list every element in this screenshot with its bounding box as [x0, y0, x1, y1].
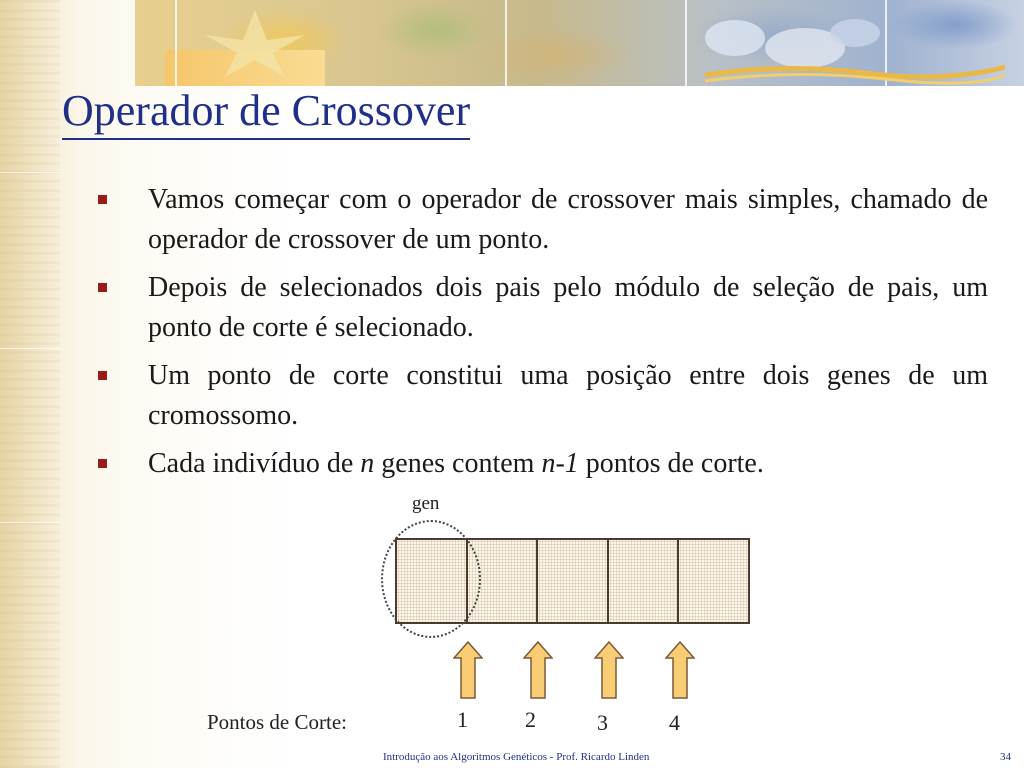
slide-title: Operador de Crossover [62, 84, 470, 140]
square-bullet-icon [98, 283, 107, 292]
leaf-icon [195, 5, 315, 80]
cut-point-number: 3 [597, 710, 608, 735]
bullet-item [98, 444, 988, 484]
gene-cell [538, 540, 609, 622]
bullet-text-part: genes contem [374, 448, 542, 479]
bullet-item [98, 356, 988, 436]
up-arrow-icon [453, 641, 483, 699]
cut-point-number: 2 [525, 707, 536, 732]
up-arrow-icon [665, 641, 695, 699]
up-arrow-icon [523, 641, 553, 699]
variable-n: n [360, 448, 375, 479]
bullet-text-part: pontos de corte. [578, 448, 764, 479]
variable-n-minus-1: n-1 [541, 448, 579, 479]
gene-label: gen [412, 493, 440, 514]
bullet-item [98, 268, 988, 348]
bullet-text-part: Cada indivíduo de [148, 448, 361, 479]
bullet-item [98, 180, 988, 260]
square-bullet-icon [98, 459, 107, 468]
wheat-icon [705, 55, 1005, 86]
cut-point-number: 1 [457, 707, 468, 732]
gene-cell [609, 540, 680, 622]
bullet-text: Vamos começar com o operador de crossover mais simples, chamado de operador de crossover de um ponto. [148, 184, 988, 255]
bullet-text: Um ponto de corte constitui uma posição entre dois genes de um cromossomo. [148, 360, 988, 431]
up-arrow-icon [594, 641, 624, 699]
square-bullet-icon [98, 371, 107, 380]
cut-points-label: Pontos de Corte: [207, 710, 347, 734]
bullet-list [98, 180, 988, 492]
gene-cell [679, 540, 748, 622]
square-bullet-icon [98, 195, 107, 204]
header-decorative-banner [135, 0, 1024, 86]
slide-title-wrapper [62, 84, 470, 140]
slide-footer: Introdução aos Algoritmos Genéticos - Prof. Ricardo Linden [383, 751, 650, 763]
bullet-text: Depois de selecionados dois pais pelo módulo de seleção de pais, um ponto de corte é selecionado. [148, 272, 988, 343]
page-number: 34 [1000, 751, 1011, 763]
gene-highlight-circle [381, 520, 481, 638]
left-parchment-strip [0, 0, 60, 768]
cut-point-number: 4 [669, 710, 680, 735]
